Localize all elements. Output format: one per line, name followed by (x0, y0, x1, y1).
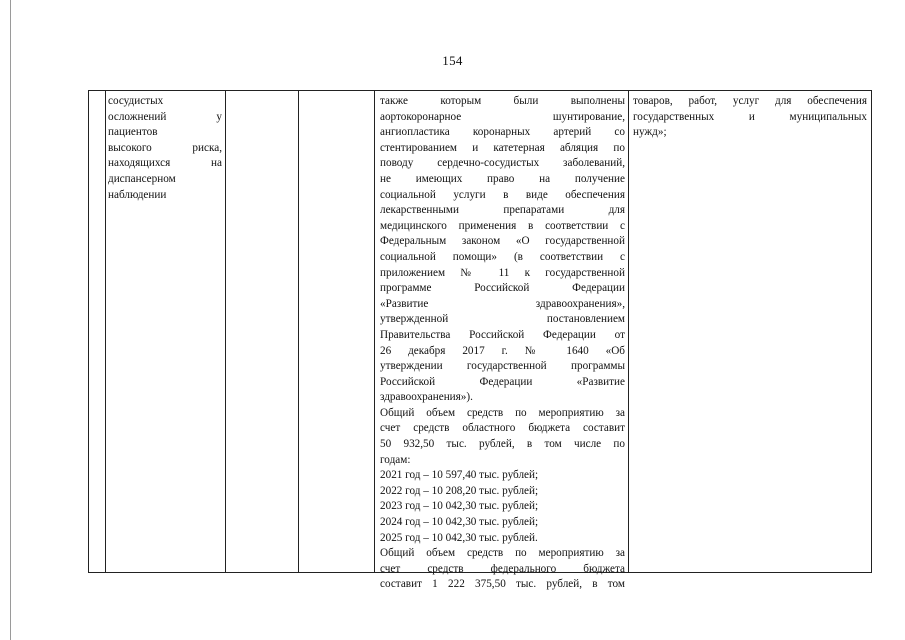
text-line: ангиопластика коронарных артерий со (380, 126, 625, 139)
table-cell-measure-description (380, 94, 625, 593)
text-line: диспансерном (108, 172, 176, 185)
text-line: счет средств федерального бюджета (380, 562, 625, 575)
text-line: также которым были выполнены (380, 95, 625, 107)
table-column-divider-1 (105, 91, 106, 572)
table-border-left (88, 91, 89, 572)
text-line: здравоохранения»). (380, 391, 473, 404)
table-column-divider-4 (374, 91, 375, 572)
text-line: стентированием и катетерная абляция по (380, 141, 625, 154)
text-line: 2022 год – 10 208,20 тыс. рублей; (380, 484, 539, 497)
table-column-divider-3 (298, 91, 299, 572)
text-line: Общий объем средств по мероприятию за (380, 406, 625, 419)
text-line: Федеральным законом «О государственной (380, 235, 625, 248)
text-line: 2024 год – 10 042,30 тыс. рублей; (380, 516, 539, 529)
text-line: Общий объем средств по мероприятию за (380, 547, 625, 560)
text-line: «Развитие здравоохранения», (380, 297, 625, 310)
text-line: наблюдении (108, 188, 167, 201)
text-line: социальной услуги в виде обеспечения (380, 188, 625, 201)
table-cell-measure-name (108, 94, 222, 203)
text-line: социальной помощи» (в соответствии с (380, 250, 625, 263)
text-line: 2023 год – 10 042,30 тыс. рублей; (380, 500, 539, 513)
table-column-divider-2 (225, 91, 226, 572)
text-line: 2025 год – 10 042,30 тыс. рублей. (380, 531, 538, 544)
text-line: пациентов (108, 126, 158, 139)
text-line: Российской Федерации «Развитие (380, 375, 625, 388)
text-line: лекарственными препаратами для (380, 204, 625, 217)
text-line: не имеющих право на получение (380, 172, 625, 185)
text-line: медицинского применения в соответствии с (380, 219, 625, 232)
text-line: государственных и муниципальных (633, 110, 867, 123)
text-line: утвержденной постановлением (380, 313, 625, 326)
text-line: товаров, работ, услуг для обеспечения (633, 95, 867, 107)
text-line: годам: (380, 453, 411, 466)
text-line: Правительства Российской Федерации от (380, 328, 625, 341)
table-column-divider-5 (628, 91, 629, 572)
text-line: сосудистых (108, 95, 164, 107)
text-line: 26 декабря 2017 г. № 1640 «Об (380, 344, 625, 357)
page-left-edge-rule (10, 0, 11, 640)
text-line: утверждении государственной программы (380, 360, 625, 373)
text-line: составит 1 222 375,50 тыс. рублей, в том (380, 578, 625, 591)
text-line: аортокоронарное шунтирование, (380, 110, 625, 123)
page-number: 154 (442, 53, 463, 68)
text-line: нужд»; (633, 126, 667, 139)
text-line: осложнений у (108, 110, 222, 123)
text-line: поводу сердечно-сосудистых заболеваний, (380, 157, 625, 170)
measures-table (88, 90, 872, 591)
text-line: приложением № 11 к государственной (380, 266, 625, 279)
text-line: счет средств областного бюджета составит (380, 422, 625, 435)
text-line: находящихся на (108, 157, 222, 170)
text-line: 50 932,50 тыс. рублей, в том числе по (380, 438, 625, 451)
table-border-right (871, 91, 872, 572)
text-line: 2021 год – 10 597,40 тыс. рублей; (380, 469, 539, 482)
table-cell-notes (633, 94, 867, 141)
text-line: высокого риска, (108, 141, 222, 154)
text-line: программе Российской Федерации (380, 282, 625, 295)
